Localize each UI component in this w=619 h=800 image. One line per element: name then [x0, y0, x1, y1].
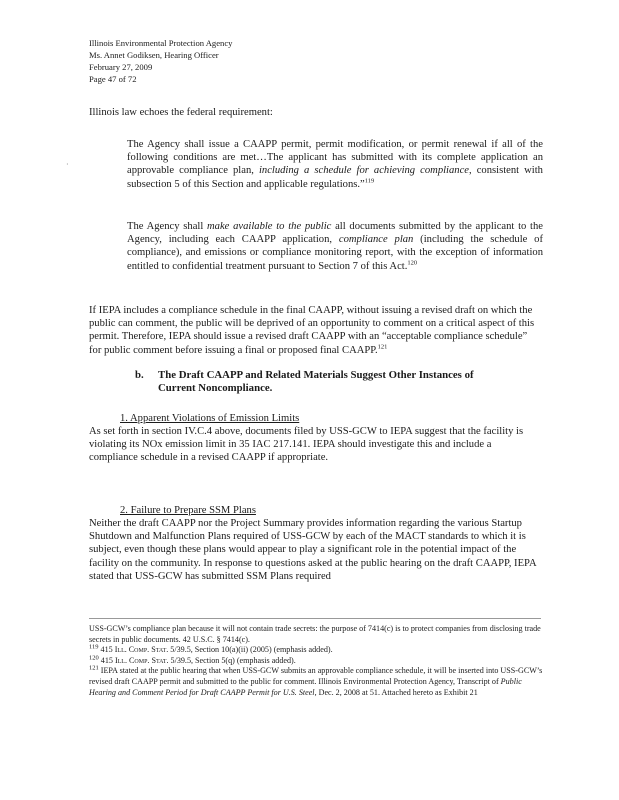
- page-header: [89, 37, 232, 85]
- intro-paragraph: Illinois law echoes the federal requirement:: [89, 107, 273, 118]
- footnote-ref-121: 121: [377, 343, 388, 351]
- quote2-text-c: (including the schedule of compliance), and emissions or compliance monitoring report, with the exception of information entitled to confidential treatment pursuant to Section 7 of this Act.: [127, 234, 543, 272]
- header-officer: Ms. Annet Godiksen, Hearing Officer: [89, 50, 219, 60]
- subheading-emission-limits: 1. Apparent Violations of Emission Limits: [120, 413, 300, 424]
- footnotes: [89, 624, 543, 698]
- quote1-text-a: The Agency shall issue a CAAPP permit, permit modification, or permit renewal if all of the following conditions are met…The applicant has submitted with its complete application an approvable compliance plan,: [127, 139, 543, 177]
- footnote-number: 121: [89, 664, 99, 672]
- footnote-separator: [89, 618, 541, 619]
- main-paragraph-text: If IEPA includes a compliance schedule in the final CAAPP, without issuing a revised draft on which the public can comment, the public will be deprived of an opportunity to comment on a critical aspect of this permit. Therefore, IEPA should issue a revised draft CAAPP with an “acceptable compliance schedule” for public comment before issuing a final or proposed final CAAPP.: [89, 305, 535, 356]
- section-title-line2: Current Noncompliance.: [158, 382, 273, 395]
- main-paragraph: [89, 304, 541, 357]
- block-quote-1: [127, 138, 543, 191]
- footnote-text: 5/39.5, Section 10(a)(ii) (2005) (emphasis added).: [168, 645, 333, 655]
- section-title-line1: The Draft CAAPP and Related Materials Suggest Other Instances of: [158, 369, 474, 381]
- footnote-120: [89, 656, 543, 667]
- footnote-text: 5/39.5, Section 5(q) (emphasis added).: [168, 655, 296, 665]
- emission-limits-paragraph: As set forth in section IV.C.4 above, documents filed by USS-GCW to IEPA suggest that the facility is violating its NOx emission limit in 35 IAC 217.141. IEPA should investigate this and include a compliance schedule in a revised CAAPP if appropriate.: [89, 426, 524, 464]
- footnote-ref-120: 120: [407, 259, 418, 267]
- footnote-text: 415: [98, 655, 115, 665]
- header-agency: Illinois Environmental Protection Agency: [89, 38, 233, 48]
- quote2-text-a: The Agency shall: [127, 221, 208, 232]
- header-date: February 27, 2009: [89, 62, 153, 72]
- quote1-italic: including a schedule for achieving compliance: [258, 165, 469, 177]
- ssm-plans-paragraph: Neither the draft CAAPP nor the Project Summary provides information regarding the various Startup Shutdown and Malfunction Plans required of USS-GCW by each of the MACT standards to which it is subject, even though these plans would appear to play a significant role in the potential impact of the facility on the community. In response to questions asked at the public hearing on the draft CAAPP, IEPA stated that USS-GCW has submitted SSM Plans required: [89, 518, 537, 582]
- footnote-text: Ill. Comp. Stat.: [114, 655, 169, 665]
- margin-mark: ·: [66, 160, 69, 169]
- quote2-italic-1: make available to the public: [207, 221, 332, 232]
- footnote-121: [89, 666, 543, 698]
- quote1-text-b: , consistent with subsection 5 of this Section and applicable regulations.”: [127, 165, 543, 190]
- subheading-ssm-plans: 2. Failure to Prepare SSM Plans: [120, 505, 256, 516]
- footnote-number: 120: [89, 654, 99, 662]
- quote2-italic-2: compliance plan: [338, 234, 414, 246]
- header-page-number: Page 47 of 72: [89, 74, 137, 84]
- section-label: b.: [135, 369, 144, 381]
- section-heading-b: [135, 369, 545, 396]
- footnote-number: 119: [89, 643, 99, 651]
- footnote-text: Ill. Comp. Stat.: [114, 645, 169, 655]
- footnote-ref-119: 119: [364, 177, 375, 185]
- footnote-text: Public Hearing and Comment Period for Draft CAAPP Permit for U.S. Steel: [89, 676, 522, 697]
- quote2-text-b: all documents submitted by the applicant to the Agency, including each CAAPP application,: [127, 221, 543, 246]
- footnote-text: IEPA stated at the public hearing that when USS-GCW submits an approvable compliance schedule, it will be inserted into USS-GCW’s revised draft CAAPP permit and submitted to the public for comment. Illinois Environmental Protection Agency, Transcript of: [89, 666, 543, 686]
- block-quote-2: [127, 220, 543, 273]
- footnote-text: , Dec. 2, 2008 at 51. Attached hereto as Exhibit 21: [314, 687, 478, 697]
- footnote-text: 415: [98, 645, 115, 655]
- footnote-continuation: USS-GCW’s compliance plan because it will not contain trade secrets: the purpose of 7414(c) is to protect companies from disclosing trade secrets in public documents. 42 U.S.C. § 7414(c).: [89, 624, 541, 644]
- footnote-119: [89, 645, 543, 656]
